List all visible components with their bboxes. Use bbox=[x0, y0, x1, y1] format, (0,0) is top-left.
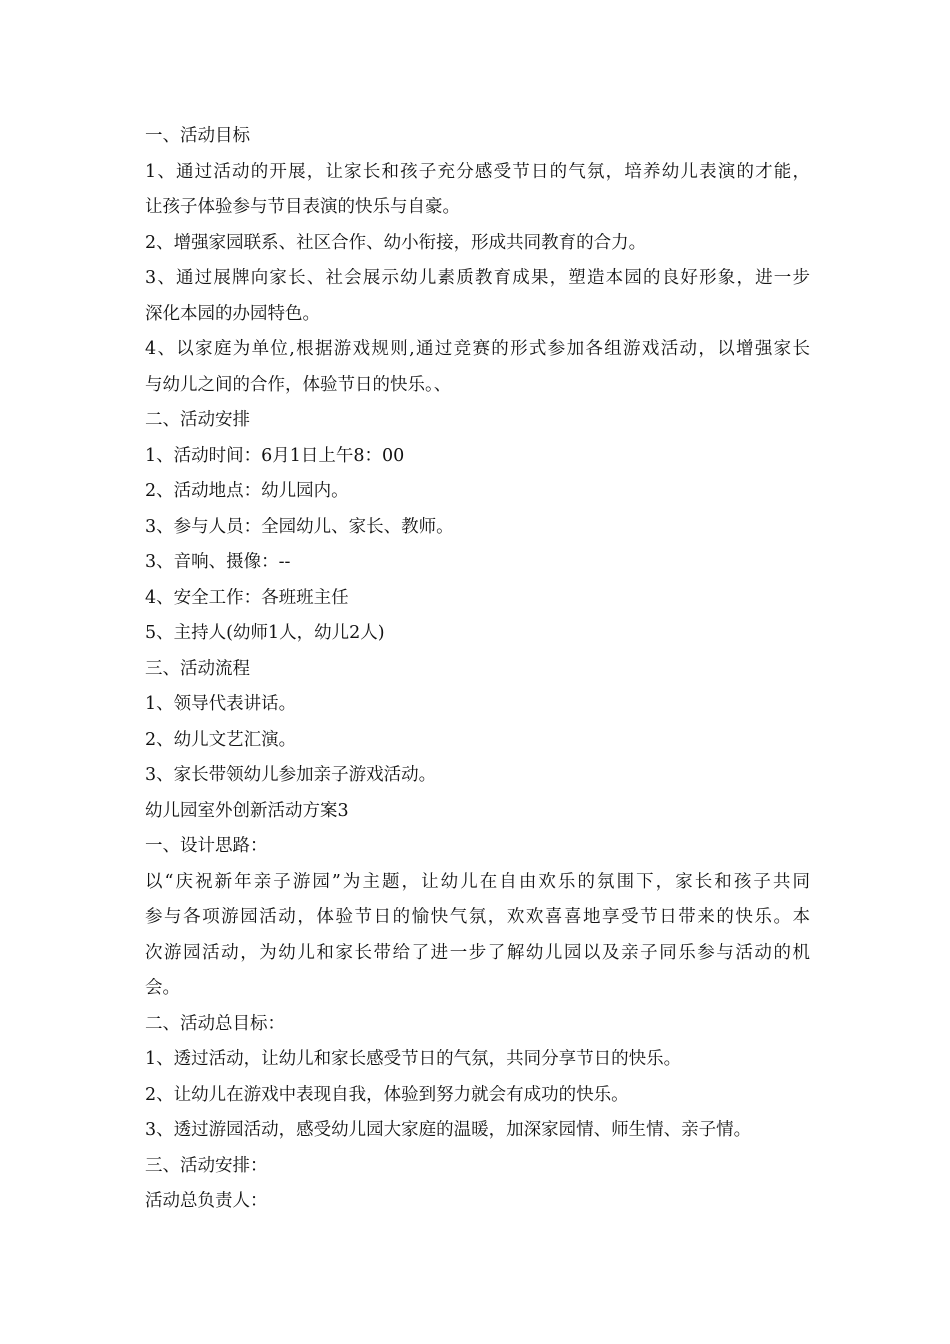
paragraph-line: 1、通过活动的开展，让家长和孩子充分感受节日的气氛，培养幼儿表演的才能， bbox=[145, 161, 810, 182]
section-heading-activity-arrangement: 二、活动安排 bbox=[145, 410, 250, 430]
list-item: 3、音响、摄像：-- bbox=[145, 552, 291, 572]
paragraph-line: 4、以家庭为单位,根据游戏规则,通过竞赛的形式参加各组游戏活动，以增强家长 bbox=[145, 339, 810, 359]
document-body bbox=[145, 119, 810, 1220]
paragraph-line: 会。 bbox=[145, 978, 180, 998]
list-item: 2、幼儿文艺汇演。 bbox=[145, 729, 297, 750]
section-heading-design-idea: 一、设计思路： bbox=[145, 836, 268, 856]
paragraph-line: 3、通过展牌向家长、社会展示幼儿素质教育成果，塑造本园的良好形象，进一步 bbox=[145, 268, 810, 288]
list-item: 1、透过活动，让幼儿和家长感受节日的气氛，共同分享节日的快乐。 bbox=[145, 1049, 682, 1069]
paragraph-line: 以“庆祝新年亲子游园”为主题，让幼儿在自由欢乐的氛围下，家长和孩子共同 bbox=[145, 871, 810, 892]
section-heading-activity-process: 三、活动流程 bbox=[145, 658, 250, 679]
list-item: 1、领导代表讲话。 bbox=[145, 694, 297, 714]
paragraph-line: 参与各项游园活动，体验节日的愉快气氛，欢欢喜喜地享受节日带来的快乐。本 bbox=[145, 907, 810, 927]
list-item: 2、让幼儿在游戏中表现自我，体验到努力就会有成功的快乐。 bbox=[145, 1084, 629, 1105]
list-item: 3、参与人员：全园幼儿、家长、教师。 bbox=[145, 516, 454, 537]
paragraph-line: 让孩子体验参与节目表演的快乐与自豪。 bbox=[145, 197, 460, 217]
list-item: 2、活动地点：幼儿园内。 bbox=[145, 481, 349, 501]
paragraph-line: 深化本园的办园特色。 bbox=[145, 303, 320, 324]
paragraph-line: 2、增强家园联系、社区合作、幼小衔接，形成共同教育的合力。 bbox=[145, 232, 647, 253]
section-heading-overall-goals: 二、活动总目标： bbox=[145, 1013, 285, 1034]
list-item: 1、活动时间：6月1日上午8：00 bbox=[145, 445, 405, 466]
section-heading-activity-arrangement-2: 三、活动安排： bbox=[145, 1155, 268, 1176]
document-section-title: 幼儿园室外创新活动方案3 bbox=[145, 800, 349, 821]
list-item: 3、家长带领幼儿参加亲子游戏活动。 bbox=[145, 765, 437, 785]
list-item: 3、透过游园活动，感受幼儿园大家庭的温暖，加深家园情、师生情、亲子情。 bbox=[145, 1120, 752, 1140]
list-item: 5、主持人(幼师1人，幼儿2人) bbox=[145, 623, 385, 643]
section-heading-activity-goals: 一、活动目标 bbox=[145, 126, 250, 146]
list-item: 4、安全工作：各班班主任 bbox=[145, 587, 349, 608]
paragraph-line: 活动总负责人： bbox=[145, 1191, 268, 1211]
paragraph-line: 与幼儿之间的合作，体验节日的快乐。、 bbox=[145, 374, 452, 395]
paragraph-line: 次游园活动，为幼儿和家长带给了进一步了解幼儿园以及亲子同乐参与活动的机 bbox=[145, 942, 810, 963]
